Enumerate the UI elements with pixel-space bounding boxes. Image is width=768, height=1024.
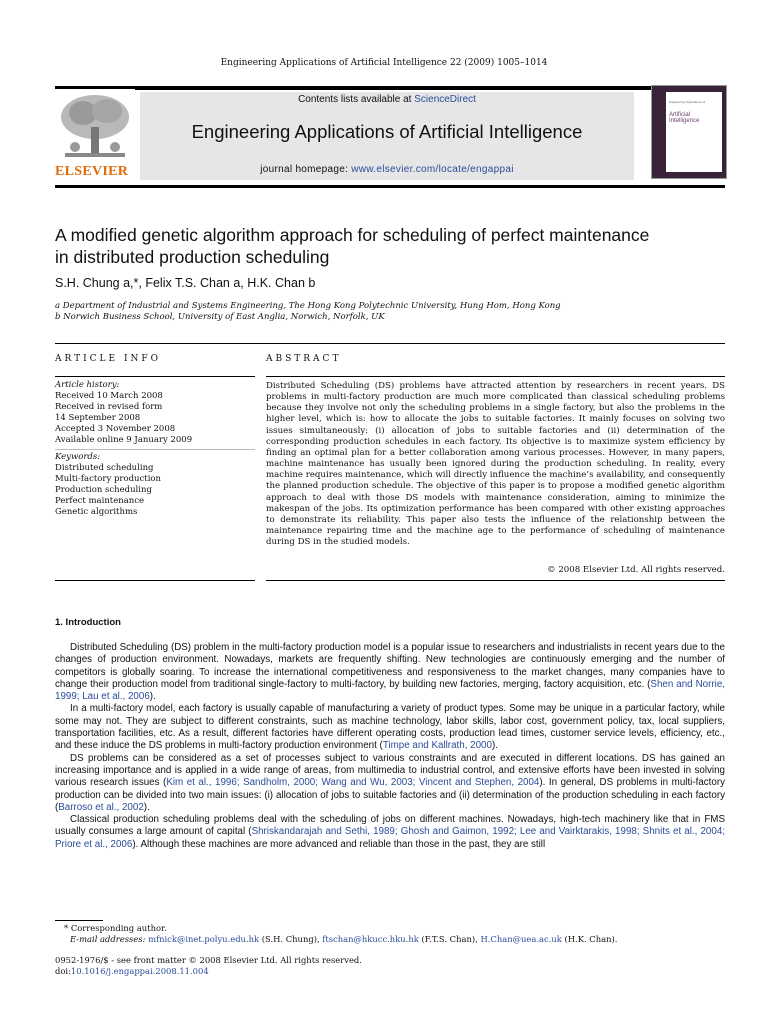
text-run: In a multi-factory model, each factory is usually capable of manufacturing a variety of product types. Some may be unique in a particular factory, while some may not. They are subject to different constraints, such as machine technology, labor skills, labor cost, government policy, tax, local suppliers, transportation facilities, etc. As a result, different factories have different operating costs, production lead times, customer service levels, efficiency, etc., and these induce the DS problems in multi-factory production environment (	[55, 703, 725, 752]
cover-small-text: Engineering Applications of	[669, 100, 706, 104]
section-rule	[55, 343, 725, 344]
text-run: (F.T.S. Chan),	[418, 934, 481, 944]
homepage-link[interactable]: www.elsevier.com/locate/engappai	[351, 164, 514, 175]
running-head: Engineering Applications of Artificial Intelligence 22 (2009) 1005–1014	[220, 58, 548, 68]
keywords	[55, 452, 255, 518]
doi-line	[55, 966, 209, 976]
sciencedirect-link[interactable]: ScienceDirect	[414, 94, 476, 105]
doi-prefix: doi:	[55, 966, 71, 976]
history-label: Article history:	[55, 380, 120, 390]
paragraph	[55, 642, 725, 703]
abstract-label: ABSTRACT	[266, 354, 342, 364]
paragraph	[55, 753, 725, 814]
article-history	[55, 380, 255, 446]
article-info-label: ARTICLE INFO	[55, 354, 162, 364]
affiliation-a: a Department of Industrial and Systems Engineering, The Hong Kong Polytechnic University, Hung Hom, Hong Kong	[55, 301, 561, 311]
journal-title: Engineering Applications of Artificial Intelligence	[191, 121, 583, 142]
footnote-rule	[55, 920, 103, 921]
text-run: DS problems can be considered as a set of processes subject to various constraints and are executed in different locations. DS has gained an increasing importance and is applied in a wide range of areas, from multimedia to industrial control, and extensive efforts have been invested in solving various research issues (	[55, 752, 725, 789]
abstract-text: Distributed Scheduling (DS) problems have attracted attention by researchers in recent years. DS problems in multi-factory production are much more complicated than classical scheduling problems because they involve not only the scheduling problems in a single factory, but also the problems in the higher level, which is: how to allocate the jobs to suitable factories. It mainly focuses on solving two issues simultaneously: (i) allocation of jobs to suitable factories and (ii) determination of the corresponding production schedules in each factory. Its objective is to maximize system efficiency by finding an optimal plan for a better collaboration among various processes. However, in many papers, machine maintenance has usually been ignored during the production scheduling. In reality, every machine requires maintenance, which will directly influence the machine’s availability, and consequently the planned production schedule. The objective of this paper is to propose a modified genetic algorithm approach to deal with those DS models with maintenance consideration, aiming to minimize the makespan of the jobs. Its optimization performance has been compared with other existing approaches to demonstrate its reliability. This paper also tests the influence of the relationship between the maintenance repairing time and the machine age to the performance of scheduling of maintenance during DS in the studied models.	[266, 381, 725, 548]
doi-link[interactable]: 10.1016/j.engappai.2008.11.004	[70, 966, 209, 976]
history-item: Received in revised form	[55, 402, 163, 412]
keyword: Multi-factory production	[55, 474, 162, 484]
email-link[interactable]: H.Chan@uea.ac.uk	[480, 934, 562, 944]
text-run: ).	[149, 691, 156, 703]
abstract-copyright: © 2008 Elsevier Ltd. All rights reserved.	[547, 565, 725, 575]
text-run: ).	[143, 801, 150, 813]
keywords-label: Keywords:	[55, 452, 101, 462]
citation-link[interactable]: Shriskandarajah and Sethi, 1989; Ghosh and Gaimon, 1992; Lee and Vairktarakis, 1998; Shnits et al., 2004; Priore et al., 2006	[55, 826, 725, 850]
cover-title	[669, 112, 699, 124]
affiliation-b: b Norwich Business School, University of East Anglia, Norwich, Norfolk, UK	[55, 312, 385, 322]
text-run: (H.K. Chan).	[561, 934, 618, 944]
publisher-name: ELSEVIER	[55, 164, 129, 179]
text-run: (S.H. Chung),	[259, 934, 323, 944]
issn-line: 0952-1976/$ - see front matter © 2008 Elsevier Ltd. All rights reserved.	[55, 955, 362, 965]
homepage-prefix: journal homepage:	[260, 164, 352, 175]
paper-title-line1: A modified genetic algorithm approach for scheduling of perfect maintenance	[55, 225, 650, 245]
text-run: ).	[491, 740, 498, 752]
paper-title	[55, 224, 725, 268]
email-label: E-mail addresses:	[70, 934, 149, 944]
paper-authors: S.H. Chung a,*, Felix T.S. Chan a, H.K. Chan b	[55, 276, 316, 290]
email-link[interactable]: ftschan@hkucc.hku.hk	[322, 934, 419, 944]
journal-cover-image	[651, 85, 727, 179]
body-text	[55, 642, 725, 851]
paragraph	[55, 703, 725, 752]
email-link[interactable]: mfnick@inet.polyu.edu.hk	[148, 934, 260, 944]
keywords-rule	[55, 449, 255, 450]
contents-prefix: Contents lists available at	[298, 94, 415, 105]
paper-title-line2: in distributed production scheduling	[55, 247, 330, 267]
affiliations	[55, 301, 725, 323]
paragraph	[55, 814, 725, 851]
email-addresses	[70, 934, 617, 944]
abstract-rule	[266, 376, 725, 377]
text-run: ). In general, DS problems in multi-factory production can be divided into two main issues: (i) allocation of jobs to suitable factories and (ii) determination of the production scheduling in each factory (	[55, 777, 725, 813]
text-run: ). Although these machines are more advanced and reliable than those in the past, they are still	[132, 838, 546, 850]
abstract-end-rule	[266, 580, 725, 581]
cover-title-line2: Intelligence	[669, 118, 700, 124]
history-item: Received 10 March 2008	[55, 391, 163, 401]
citation-link[interactable]: Kim et al., 1996; Sandholm, 2000; Wang and Wu, 2003; Vincent and Stephen, 2004	[166, 777, 540, 789]
history-item: Accepted 3 November 2008	[55, 424, 176, 434]
elsevier-tree-logo	[55, 89, 135, 164]
keyword: Perfect maintenance	[55, 496, 145, 506]
article-info-rule	[55, 376, 255, 377]
corresponding-author-note: * Corresponding author.	[64, 923, 167, 933]
citation-link[interactable]: Shen and Norrie, 1999; Lau et al., 2006	[55, 678, 725, 703]
history-item: 14 September 2008	[55, 413, 141, 423]
keyword: Genetic algorithms	[55, 507, 138, 517]
cover-title-line1: Artificial	[669, 112, 691, 118]
history-item: Available online 9 January 2009	[55, 435, 193, 445]
text-run: Classical production scheduling problems deal with the scheduling of jobs on different machines. Nowadays, high-tech machinery like that in FMS usually consumes a large amount of capital (	[55, 814, 725, 838]
article-info-end-rule	[55, 580, 255, 581]
header-bottom-rule	[55, 185, 725, 188]
keyword: Production scheduling	[55, 485, 152, 495]
section-heading: 1. Introduction	[55, 617, 121, 628]
citation-link[interactable]: Barroso et al., 2002	[58, 801, 144, 813]
keyword: Distributed scheduling	[55, 463, 154, 473]
contents-line	[140, 94, 634, 105]
citation-link[interactable]: Timpe and Kallrath, 2000	[382, 740, 492, 752]
header-top-rule	[55, 86, 725, 90]
text-run: Distributed Scheduling (DS) problem in the multi-factory production model is a popular issue to researchers and industrialists in recent years due to the changes of production environment. Nowadays, markets are frequently shifting. New technologies are continuously emerging and the number of competitors is globally soaring. To increase the international competitiveness and responsiveness to the market changes, many companies have to change their production model from traditional single-factory to multi-factory, by building new factories, merging, factory acquisition, etc. (	[55, 642, 725, 690]
journal-homepage	[140, 164, 634, 175]
